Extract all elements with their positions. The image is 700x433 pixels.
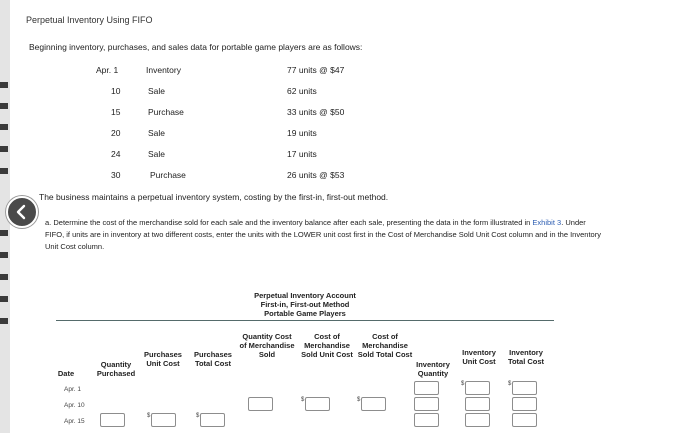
page-title: Perpetual Inventory Using FIFO xyxy=(26,15,153,25)
sidebar-marker xyxy=(0,124,8,130)
transaction-type: Sale xyxy=(148,149,166,159)
transaction-type: Purchase xyxy=(148,107,184,117)
currency-symbol: $ xyxy=(301,397,305,403)
transaction-date: 24 xyxy=(111,149,121,159)
col-header-cogs-unit-cost: Cost of Merchandise Sold Unit Cost xyxy=(301,332,353,359)
transaction-type: Sale xyxy=(148,128,166,138)
currency-symbol: $ xyxy=(508,381,512,387)
sidebar-marker xyxy=(0,252,8,258)
question-text xyxy=(45,217,601,253)
chevron-left-icon xyxy=(8,198,36,226)
question-line-1-end: . Under xyxy=(561,218,586,227)
transaction-detail: 19 units xyxy=(287,128,317,138)
inventory-total-cost-input[interactable] xyxy=(512,397,537,411)
account-title-line-2: First-in, First-out Method xyxy=(260,300,350,309)
transaction-date: 10 xyxy=(111,86,121,96)
inventory-total-cost-input[interactable] xyxy=(512,413,537,427)
question-label: a. xyxy=(45,218,52,227)
inventory-unit-cost-input[interactable] xyxy=(465,397,490,411)
question-line-1: Determine the cost of the merchandise sold for each sale and the inventory balance after each sale, presenting the data in the form illustrated in xyxy=(53,218,531,227)
inventory-quantity-input[interactable] xyxy=(414,413,439,427)
row-date: Apr. 1 xyxy=(64,386,81,393)
currency-symbol: $ xyxy=(357,397,361,403)
col-header-cogs-total-cost: Cost of Merchandise Sold Total Cost xyxy=(357,332,413,359)
currency-symbol: $ xyxy=(147,413,151,419)
quantity-purchased-input[interactable] xyxy=(100,413,125,427)
inventory-total-cost-input[interactable] xyxy=(512,381,537,395)
transaction-type: Sale xyxy=(148,86,166,96)
transaction-date: 20 xyxy=(111,128,121,138)
question-page xyxy=(10,0,700,433)
row-date: Apr. 15 xyxy=(64,418,85,425)
purchases-total-cost-input[interactable] xyxy=(200,413,225,427)
col-header-date: Date xyxy=(57,369,75,378)
account-title-line-3: Portable Game Players xyxy=(264,309,346,318)
purchases-unit-cost-input[interactable] xyxy=(151,413,176,427)
sidebar-marker xyxy=(0,82,8,88)
sidebar-marker xyxy=(0,168,8,174)
transaction-detail: 17 units xyxy=(287,149,317,159)
transaction-detail: 62 units xyxy=(287,86,317,96)
method-note: The business maintains a perpetual inventory system, costing by the first-in, first-out method. xyxy=(39,192,389,202)
cogs-total-cost-input[interactable] xyxy=(361,397,386,411)
table-top-rule xyxy=(56,320,554,321)
sidebar-marker xyxy=(0,230,8,236)
exhibit-link[interactable]: Exhibit 3 xyxy=(532,218,562,227)
col-header-inventory-unit-cost: Inventory Unit Cost xyxy=(462,348,496,366)
transaction-detail: 33 units @ $50 xyxy=(287,107,345,117)
transaction-type: Inventory xyxy=(146,65,181,75)
col-header-quantity-purchased: Quantity Purchased xyxy=(96,360,136,378)
question-line-2: FIFO, if units are in inventory at two different costs, enter the units with the LOWER unit cost first in the Cost of Merchandise Sold Unit Cost column and in the Inventory xyxy=(45,230,601,239)
transaction-type: Purchase xyxy=(150,170,186,180)
question-line-3: Unit Cost column. xyxy=(45,242,105,251)
currency-symbol: $ xyxy=(461,381,465,387)
col-header-inventory-total-cost: Inventory Total Cost xyxy=(507,348,545,366)
inventory-quantity-input[interactable] xyxy=(414,397,439,411)
transaction-detail: 77 units @ $47 xyxy=(287,65,345,75)
sidebar-marker xyxy=(0,103,8,109)
sidebar-marker xyxy=(0,318,8,324)
transaction-date: 30 xyxy=(111,170,121,180)
cogs-unit-cost-input[interactable] xyxy=(305,397,330,411)
inventory-unit-cost-input[interactable] xyxy=(465,381,490,395)
transaction-date: Apr. 1 xyxy=(96,65,119,75)
sidebar-marker xyxy=(0,146,8,152)
sidebar-marker xyxy=(0,274,8,280)
back-button[interactable] xyxy=(6,196,38,228)
transaction-date: 15 xyxy=(111,107,121,117)
col-header-quantity-cogs: Quantity Cost of Merchandise Sold xyxy=(239,332,295,359)
row-date: Apr. 10 xyxy=(64,402,85,409)
transaction-detail: 26 units @ $53 xyxy=(287,170,345,180)
sidebar-marker xyxy=(0,296,8,302)
currency-symbol: $ xyxy=(196,413,200,419)
account-title xyxy=(230,291,380,318)
account-title-line-1: Perpetual Inventory Account xyxy=(254,291,356,300)
col-header-purchases-total-cost: Purchases Total Cost xyxy=(194,350,232,368)
col-header-inventory-quantity: Inventory Quantity xyxy=(416,360,450,378)
col-header-purchases-unit-cost: Purchases Unit Cost xyxy=(144,350,182,368)
inventory-unit-cost-input[interactable] xyxy=(465,413,490,427)
cogs-quantity-input[interactable] xyxy=(248,397,273,411)
intro-text: Beginning inventory, purchases, and sales data for portable game players are as follows: xyxy=(29,42,363,52)
inventory-quantity-input[interactable] xyxy=(414,381,439,395)
